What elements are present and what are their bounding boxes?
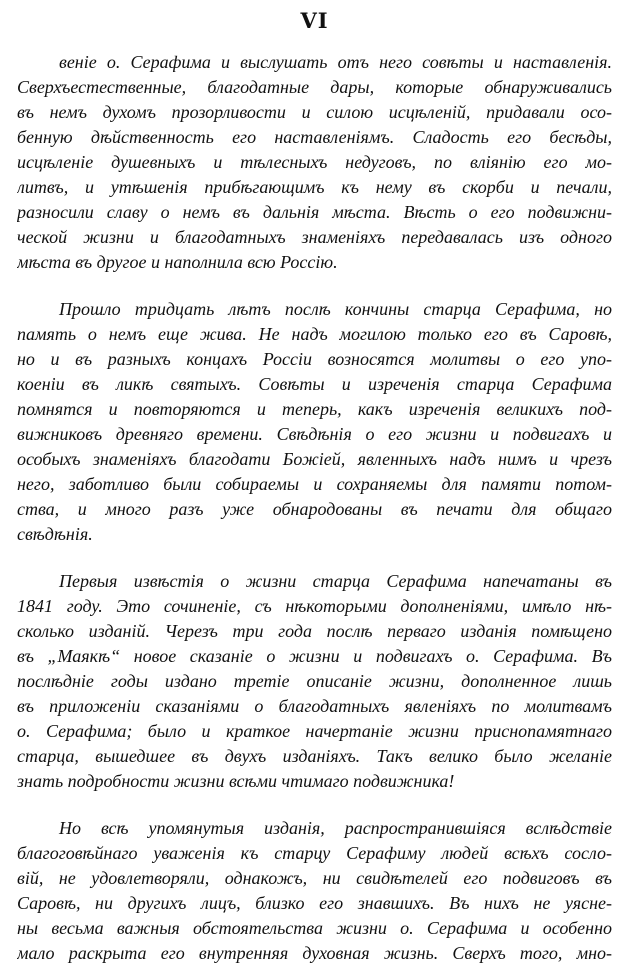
text-line: сколько изданій. Черезъ три года послѣ перваго изданія помѣщено [17,621,612,641]
text-line: знать подробности жизни всѣми чтимаго подвижника! [17,771,455,791]
text-line: вижниковъ древняго времени. Свѣдѣнія о его жизни и подвигахъ и [17,424,612,444]
text-line: въ „Маякѣ“ новое сказаніе о жизни и подвигахъ о. Серафима. Въ [17,646,612,666]
page-number: VI [300,8,329,33]
text-line: помнятся и повторяются и теперь, какъ изреченія великихъ под- [17,399,612,419]
paragraph [17,816,612,966]
text-line: бенную дѣйственность его наставленіямъ. Сладость его бесѣды, [17,127,612,147]
text-line: Но всѣ упомянутыя изданія, распространившіяся вслѣдствіе [59,818,612,838]
text-line: особыхъ знаменіяхъ благодати Божіей, явленныхъ надъ нимъ и чрезъ [17,449,612,469]
text-line: литвъ, и утѣшенія прибѣгающимъ къ нему въ скорби и печали, [17,177,612,197]
text-line: коеніи въ ликѣ святыхъ. Совѣты и изреченія старца Серафима [17,374,612,394]
text-line: въ немъ духомъ прозорливости и силою исцѣленій, придавали осо- [17,102,612,122]
text-line: о. Серафима; было и краткое начертаніе жизни приснопамятнаго [17,721,612,741]
text-line: ны весьма важныя обстоятельства жизни о. Серафима и особенно [17,918,612,938]
text-line: въ приложеніи сказаніями о благодатныхъ явленіяхъ по молитвамъ [17,696,612,716]
paragraph [17,50,612,275]
paragraph [17,569,612,794]
text-line: благоговѣйнаго уваженія къ старцу Серафиму людей всѣхъ сосло- [17,843,612,863]
text-line: Прошло тридцать лѣтъ послѣ кончины старца Серафима, но [59,299,612,319]
text-line: исцѣленіе душевныхъ и тѣлесныхъ недуговъ, по вліянію его мо- [17,152,612,172]
text-line: него, заботливо были собираемы и сохраняемы для памяти потом- [17,474,612,494]
text-line: Первыя извѣстія о жизни старца Серафима напечатаны въ [59,571,612,591]
text-line: мѣста въ другое и наполнила всю Россію. [17,252,338,272]
text-line: Саровѣ, ни другихъ лицъ, близко его знавшихъ. Въ нихъ не уясне- [17,893,612,913]
text-line: 1841 году. Это сочиненіе, съ нѣкоторыми дополненіями, имѣло нѣ- [17,596,612,616]
text-line: мало раскрыта его внутренняя духовная жизнь. Сверхъ того, мно- [17,943,612,963]
text-line: ства, и много разъ уже обнародованы въ печати для общаго [17,499,612,519]
text-line: Сверхъестественные, благодатные дары, которые обнаруживались [17,77,612,97]
text-line: свѣдѣнія. [17,524,93,544]
paragraph [17,297,612,547]
text-line: веніе о. Серафима и выслушать отъ него совѣты и наставленія. [59,52,612,72]
text-body [17,50,612,966]
text-line: но и въ разныхъ концахъ Россіи возносятся молитвы о его упо- [17,349,612,369]
text-line: старца, вышедшее въ двухъ изданіяхъ. Такъ велико было желаніе [17,746,612,766]
text-line: ческой жизни и благодатныхъ знаменіяхъ передавалась изъ одного [17,227,612,247]
text-line: разносили славу о немъ въ дальнія мѣста. Вѣсть о его подвижни- [17,202,612,222]
text-line: память о немъ еще жива. Не надъ могилою только его въ Саровѣ, [17,324,612,344]
text-line: вій, не удовлетворяли, однакожъ, ни свидѣтелей его подвиговъ въ [17,868,612,888]
text-line: послѣдніе годы издано третіе описаніе жизни, дополненное лишь [17,671,612,691]
